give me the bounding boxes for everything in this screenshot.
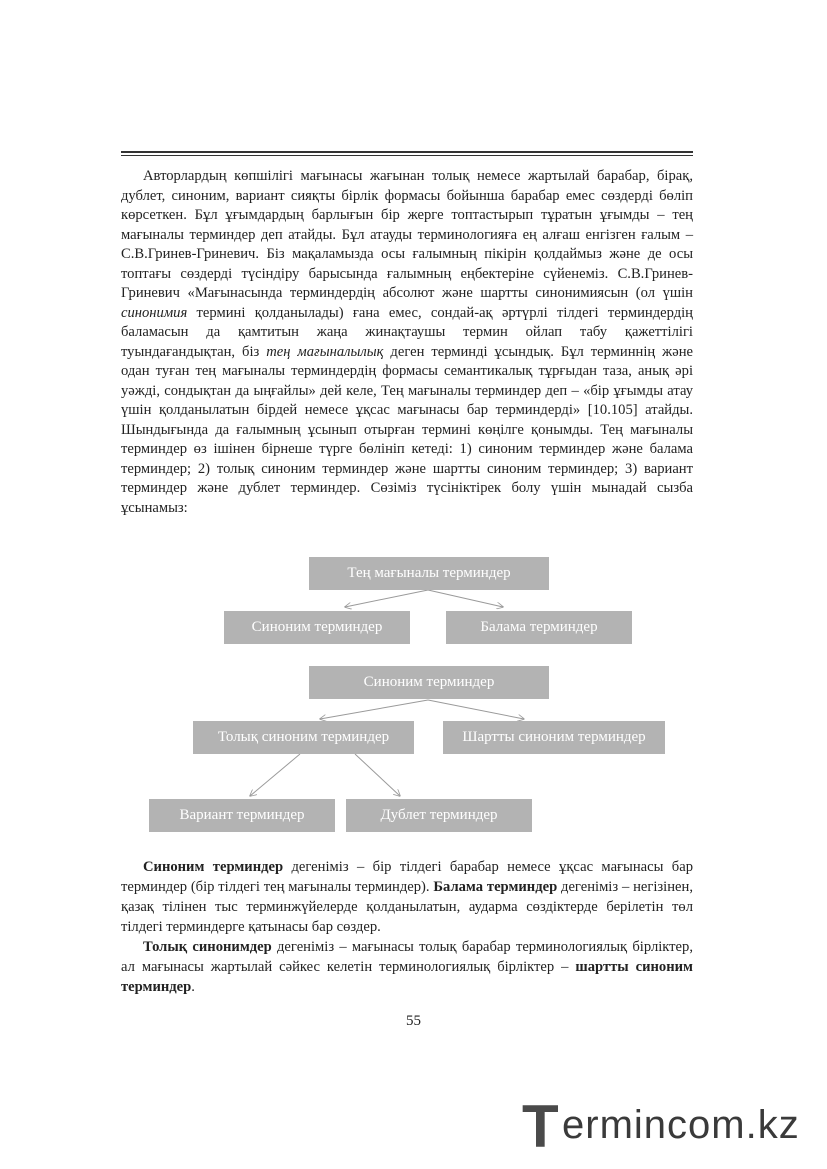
connector-line — [320, 700, 428, 719]
connector-line — [355, 754, 400, 796]
definition-paragraph-2 — [121, 937, 693, 997]
termincom-logo — [522, 1093, 812, 1160]
bold-term: Толық синонимдер — [143, 939, 272, 955]
page-number: 55 — [406, 1013, 421, 1029]
box-synonym-terms: Синоним терминдер — [224, 611, 410, 644]
text-run: дегеніміз – бір тілдегі барабар немесе ұқсас мағынасы бар терминдер (бір тілдегі тең мағыналы терминдер). — [121, 859, 694, 895]
header-rule-thick — [121, 151, 693, 153]
bold-term: шартты синоним терминдер — [121, 959, 693, 995]
paragraph-1 — [121, 167, 693, 518]
text-run: дегеніміз – негізінен, қазақ тілінен тыс терминжүйелерде қолданылатын, аударма сөздіктерде берілетін төл тілдегі терминдерге қатынасы бар сөздер. — [121, 879, 693, 935]
connector-line — [428, 590, 503, 607]
text-run: Авторлардың көпшілігі мағынасы жағынан толық немесе жартылай барабар, бірақ, дублет, синоним, вариант сияқты бірлік формасы бойынша барабар емес сөздерді бөліп көрсеткен. Бұл ұғымдардың барлығын бір жерге топтастырып тұратын ұғымды – тең мағыналы терминдер деп атайды. Бұл атауды терминологияға ең алғаш енгізген ғалым – С.В.Гринев-Гриневич. Біз мақаламызда осы ғалымның пікірін қолдаймыз және де осы топтағы сөздерді түсіндіру барысында ғалымның еңбектеріне сүйенеміз. С.В.Гринев-Гриневич «Мағынасында терминдердің абсолют және шартты синонимиясын (ол үшін — [121, 168, 693, 301]
text-run: . — [191, 979, 195, 995]
box-balama-terms: Балама терминдер — [446, 611, 632, 644]
connector-line — [428, 700, 524, 719]
bold-term: Синоним терминдер — [143, 859, 284, 875]
definitions-section — [121, 857, 693, 997]
main-paragraph — [121, 167, 693, 518]
text-run: деген терминді ұсындық. Бұл терминнің және одан туған тең мағыналы терминдердің формасы семантикалық тұрғыдан таза, анық әрі уәжді, сондықтан да ыңғайлы» дей келе, Тең мағыналы терминдер деп – «бір ұғымды атау үшін қолданылатын бірдей немесе ұқсас мағынасы бар терминдерді» [10.105] атайды. Шындығында да ғалымның ұсынып отырған термині көңілге қонымды. Тең мағыналы терминдер өз ішінен бірнеше түрге бөлініп кетеді: 1) синоним терминдер және балама терминдер; 2) толық синоним терминдер және шартты синоним терминдер; 3) вариант терминдер және дублет терминдер. Сөзіміз түсініктірек болу үшін мынадай сызба ұсынамыз: — [121, 343, 693, 516]
text-run: дегеніміз – мағынасы толық барабар терминологиялық бірліктер, ал мағынасы жартылай сәйкес келетін терминологиялық бірліктер – — [121, 939, 693, 975]
box-equivalent-terms: Тең мағыналы терминдер — [309, 557, 549, 590]
bold-term: Балама терминдер — [433, 879, 558, 895]
definition-paragraph-1 — [121, 857, 693, 937]
box-variant-terms: Вариант терминдер — [149, 799, 335, 832]
box-doublet-terms: Дублет терминдер — [346, 799, 532, 832]
connector-line — [250, 754, 300, 796]
box-full-synonyms: Толық синоним терминдер — [193, 721, 414, 754]
box-synonym-terms-root: Синоним терминдер — [309, 666, 549, 699]
header-rule-thin — [121, 155, 693, 156]
italic-term-synonymy: синонимия — [121, 304, 188, 321]
box-conditional-synonyms: Шартты синоним терминдер — [443, 721, 665, 754]
logo-initial: T — [522, 1093, 559, 1160]
text-run: термині қолданылады) ғана емес, сондай-ақ әртүрлі тілдегі терминдердің баламасын да қамтитын жаңа жинақтаушы термин ойлап табу қажеттілігі туындағандықтан, біз — [121, 304, 693, 360]
connector-line — [345, 590, 428, 607]
italic-term-equivalence: тең мағыналылық — [266, 343, 384, 360]
logo-text: ermincom.kz — [562, 1103, 800, 1147]
